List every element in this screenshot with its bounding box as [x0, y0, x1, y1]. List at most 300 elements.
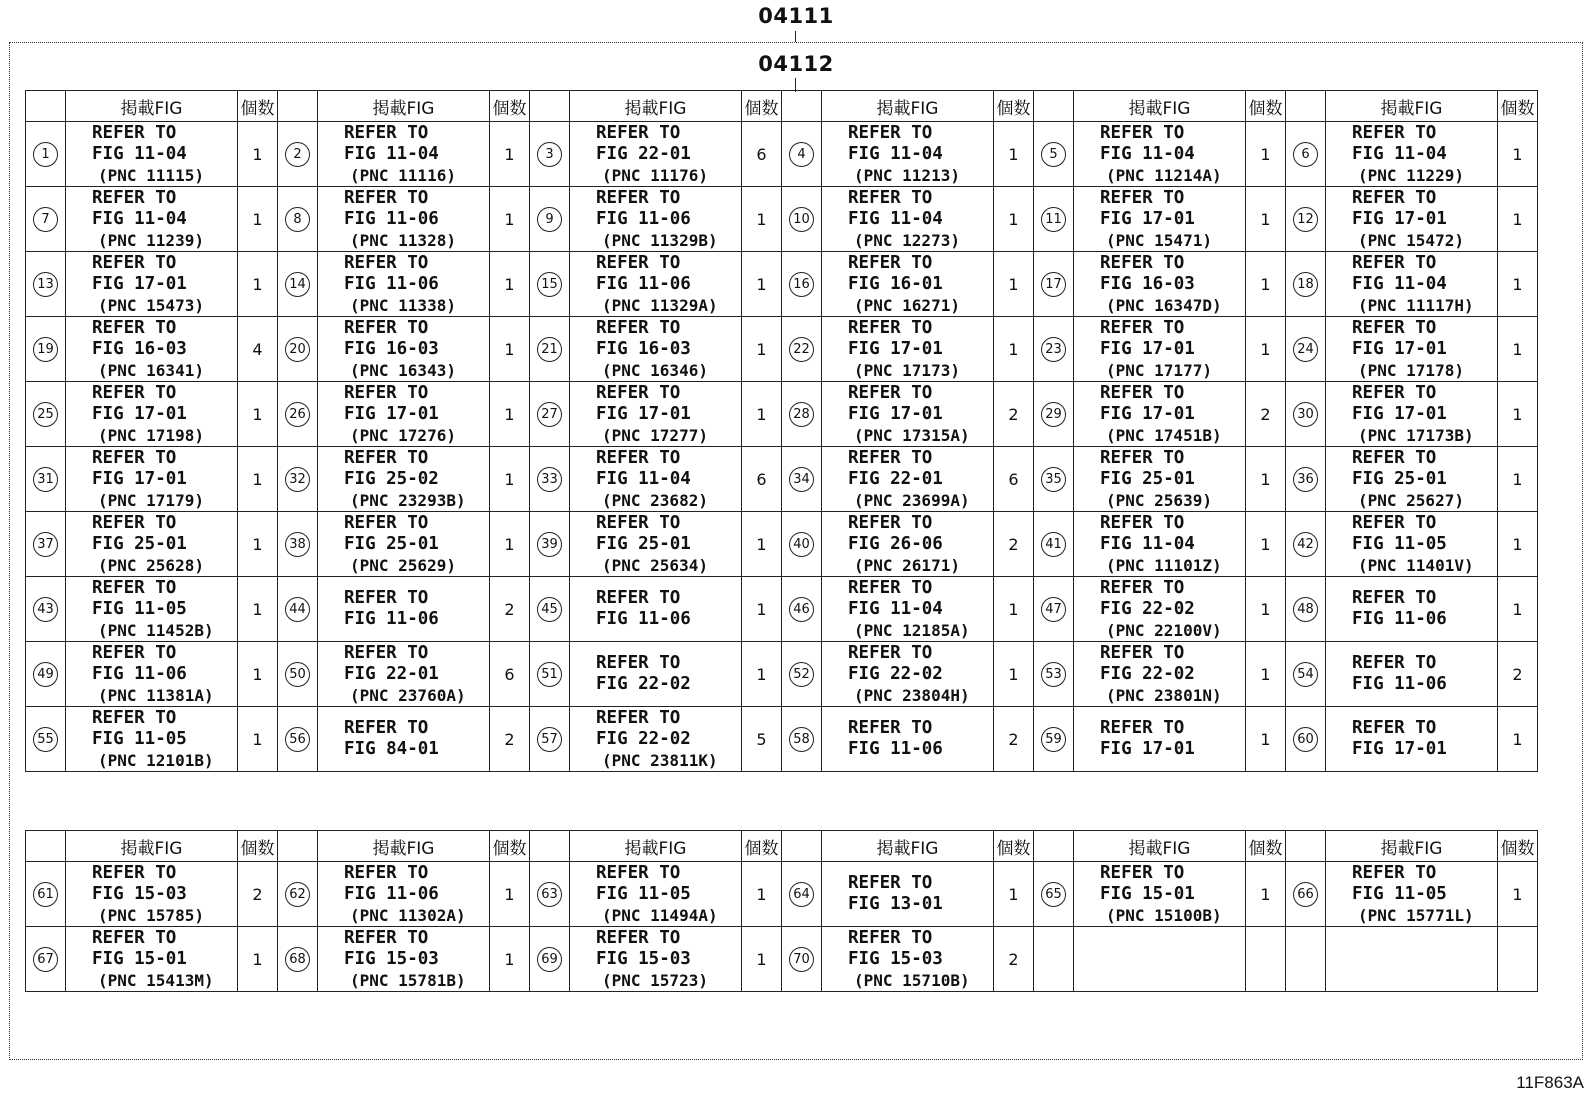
pnc-number: (PNC 25634) — [602, 555, 708, 575]
pnc-number: (PNC 16343) — [350, 360, 456, 380]
index-cell — [1286, 512, 1326, 577]
refer-to-label: REFER TO — [1100, 512, 1185, 533]
circled-number: 1 — [33, 142, 58, 167]
refer-to-label: REFER TO — [344, 187, 429, 208]
circled-number: 66 — [1293, 882, 1318, 907]
fig-number: FIG 22-02 — [848, 663, 943, 684]
pnc-number: (PNC 25639) — [1106, 490, 1212, 510]
circled-number: 38 — [285, 532, 310, 557]
index-cell — [26, 642, 66, 707]
header-qty: 個数 — [238, 831, 278, 862]
circled-number: 63 — [537, 882, 562, 907]
reference-cell — [66, 642, 238, 707]
index-cell — [782, 447, 822, 512]
reference-cell — [822, 122, 994, 187]
circled-number: 37 — [33, 532, 58, 557]
header-index-cell — [1034, 831, 1074, 862]
index-cell — [1034, 642, 1074, 707]
circled-number: 13 — [33, 272, 58, 297]
index-cell — [1286, 447, 1326, 512]
circled-number: 19 — [33, 337, 58, 362]
header-qty: 個数 — [742, 91, 782, 122]
circled-number: 4 — [789, 142, 814, 167]
reference-cell — [1074, 512, 1246, 577]
table-row — [26, 382, 1538, 447]
reference-cell — [570, 317, 742, 382]
refer-to-label: REFER TO — [344, 382, 429, 403]
index-cell — [1286, 642, 1326, 707]
fig-number: FIG 22-01 — [596, 143, 691, 164]
pnc-number: (PNC 11117H) — [1358, 295, 1474, 315]
table-row — [26, 707, 1538, 772]
pnc-number: (PNC 11494A) — [602, 905, 718, 925]
reference-cell — [318, 317, 490, 382]
circled-number: 7 — [33, 207, 58, 232]
quantity-cell: 6 — [742, 447, 782, 512]
reference-cell — [1326, 447, 1498, 512]
fig-number: FIG 11-06 — [848, 739, 943, 759]
index-cell — [1034, 317, 1074, 382]
quantity-cell: 1 — [994, 642, 1034, 707]
header-qty: 個数 — [1246, 831, 1286, 862]
quantity-cell: 1 — [1246, 317, 1286, 382]
reference-cell — [570, 382, 742, 447]
index-cell — [530, 187, 570, 252]
circled-number: 67 — [33, 947, 58, 972]
refer-to-label: REFER TO — [344, 862, 429, 883]
quantity-cell: 1 — [1246, 122, 1286, 187]
refer-to-label: REFER TO — [1352, 718, 1437, 738]
index-cell — [1286, 707, 1326, 772]
reference-cell — [822, 642, 994, 707]
fig-number: FIG 22-02 — [596, 728, 691, 749]
fig-number: FIG 11-06 — [596, 273, 691, 294]
index-cell — [26, 122, 66, 187]
fig-number: FIG 13-01 — [848, 894, 943, 914]
circled-number: 24 — [1293, 337, 1318, 362]
fig-number: FIG 11-05 — [1352, 883, 1447, 904]
refer-to-label: REFER TO — [1100, 577, 1185, 598]
circled-number: 42 — [1293, 532, 1318, 557]
reference-cell — [318, 252, 490, 317]
pnc-number: (PNC 16341) — [98, 360, 204, 380]
quantity-cell — [1246, 927, 1286, 992]
fig-number: FIG 11-04 — [1352, 273, 1447, 294]
index-cell — [782, 252, 822, 317]
index-cell — [26, 252, 66, 317]
reference-cell — [1326, 642, 1498, 707]
index-cell — [1034, 577, 1074, 642]
refer-to-label: REFER TO — [1352, 447, 1437, 468]
pnc-number: (PNC 15771L) — [1358, 905, 1474, 925]
fig-number: FIG 17-01 — [1100, 403, 1195, 424]
quantity-cell — [1498, 927, 1538, 992]
header-index-cell — [782, 831, 822, 862]
refer-to-label: REFER TO — [848, 927, 933, 948]
pnc-number: (PNC 17277) — [602, 425, 708, 445]
fig-number: FIG 16-03 — [92, 338, 187, 359]
quantity-cell: 1 — [238, 642, 278, 707]
circled-number: 25 — [33, 402, 58, 427]
circled-number: 43 — [33, 597, 58, 622]
index-cell — [530, 707, 570, 772]
pnc-number: (PNC 11213) — [854, 165, 960, 185]
reference-cell — [1326, 512, 1498, 577]
quantity-cell: 1 — [1498, 317, 1538, 382]
index-cell — [782, 187, 822, 252]
reference-cell — [822, 707, 994, 772]
index-cell — [26, 512, 66, 577]
reference-cell — [318, 577, 490, 642]
index-cell — [530, 577, 570, 642]
circled-number: 32 — [285, 467, 310, 492]
reference-cell — [318, 512, 490, 577]
reference-cell — [1326, 577, 1498, 642]
refer-to-label: REFER TO — [1100, 252, 1185, 273]
header-qty: 個数 — [490, 831, 530, 862]
refer-to-label: REFER TO — [92, 187, 177, 208]
pnc-number: (PNC 11381A) — [98, 685, 214, 705]
reference-cell — [570, 187, 742, 252]
reference-cell — [1074, 577, 1246, 642]
table-row — [26, 577, 1538, 642]
header-index-cell — [278, 91, 318, 122]
index-cell — [530, 382, 570, 447]
circled-number: 49 — [33, 662, 58, 687]
refer-to-label: REFER TO — [848, 577, 933, 598]
circled-number: 10 — [789, 207, 814, 232]
reference-cell — [570, 252, 742, 317]
fig-number: FIG 84-01 — [344, 739, 439, 759]
quantity-cell: 1 — [742, 382, 782, 447]
refer-to-label: REFER TO — [1352, 653, 1437, 673]
pnc-number: (PNC 17198) — [98, 425, 204, 445]
header-fig: 掲載FIG — [822, 91, 994, 122]
refer-to-label: REFER TO — [596, 122, 681, 143]
pnc-number: (PNC 15710B) — [854, 970, 970, 990]
index-cell — [782, 512, 822, 577]
reference-cell — [1326, 927, 1498, 992]
refer-to-label: REFER TO — [344, 252, 429, 273]
fig-number: FIG 17-01 — [92, 273, 187, 294]
index-cell — [1034, 512, 1074, 577]
refer-to-label: REFER TO — [848, 252, 933, 273]
index-cell — [530, 317, 570, 382]
circled-number: 26 — [285, 402, 310, 427]
fig-number: FIG 25-01 — [92, 533, 187, 554]
index-cell — [1034, 252, 1074, 317]
reference-cell — [1074, 187, 1246, 252]
header-qty: 個数 — [1498, 831, 1538, 862]
circled-number: 54 — [1293, 662, 1318, 687]
pnc-number: (PNC 11401V) — [1358, 555, 1474, 575]
refer-to-label: REFER TO — [92, 862, 177, 883]
quantity-cell: 1 — [994, 252, 1034, 317]
reference-cell — [822, 862, 994, 927]
pnc-number: (PNC 17179) — [98, 490, 204, 510]
pnc-number: (PNC 23804H) — [854, 685, 970, 705]
quantity-cell: 1 — [238, 252, 278, 317]
fig-number: FIG 16-03 — [1100, 273, 1195, 294]
fig-number: FIG 16-03 — [344, 338, 439, 359]
circled-number: 57 — [537, 727, 562, 752]
pnc-number: (PNC 17451B) — [1106, 425, 1222, 445]
refer-to-label: REFER TO — [1352, 862, 1437, 883]
refer-to-label: REFER TO — [92, 382, 177, 403]
fig-number: FIG 11-04 — [1100, 143, 1195, 164]
index-cell — [278, 317, 318, 382]
reference-cell — [66, 317, 238, 382]
index-cell — [1034, 927, 1074, 992]
quantity-cell: 1 — [490, 187, 530, 252]
reference-cell — [66, 927, 238, 992]
circled-number: 33 — [537, 467, 562, 492]
quantity-cell: 1 — [1246, 642, 1286, 707]
reference-cell — [570, 862, 742, 927]
index-cell — [278, 122, 318, 187]
pnc-number: (PNC 17177) — [1106, 360, 1212, 380]
fig-number: FIG 11-04 — [92, 208, 187, 229]
fig-number: FIG 11-06 — [344, 609, 439, 629]
circled-number: 59 — [1041, 727, 1066, 752]
quantity-cell: 1 — [490, 927, 530, 992]
index-cell — [1034, 447, 1074, 512]
index-cell — [26, 382, 66, 447]
fig-number: FIG 17-01 — [92, 468, 187, 489]
quantity-cell: 1 — [1246, 862, 1286, 927]
reference-cell — [822, 317, 994, 382]
fig-number: FIG 17-01 — [848, 403, 943, 424]
fig-number: FIG 22-02 — [1100, 663, 1195, 684]
quantity-cell: 1 — [490, 512, 530, 577]
refer-to-label: REFER TO — [596, 862, 681, 883]
circled-number: 5 — [1041, 142, 1066, 167]
refer-to-label: REFER TO — [1352, 512, 1437, 533]
index-cell — [782, 382, 822, 447]
circled-number: 11 — [1041, 207, 1066, 232]
quantity-cell: 1 — [742, 252, 782, 317]
pnc-number: (PNC 16346) — [602, 360, 708, 380]
index-cell — [1034, 862, 1074, 927]
pnc-number: (PNC 15100B) — [1106, 905, 1222, 925]
refer-to-label: REFER TO — [596, 707, 681, 728]
header-qty: 個数 — [1498, 91, 1538, 122]
index-cell — [1286, 382, 1326, 447]
fig-number: FIG 15-03 — [92, 883, 187, 904]
pnc-number: (PNC 11115) — [98, 165, 204, 185]
header-qty: 個数 — [238, 91, 278, 122]
index-cell — [782, 927, 822, 992]
fig-number: FIG 11-05 — [1352, 533, 1447, 554]
reference-cell — [1074, 382, 1246, 447]
quantity-cell: 1 — [238, 707, 278, 772]
refer-to-label: REFER TO — [344, 718, 429, 738]
index-cell — [782, 642, 822, 707]
index-cell — [26, 317, 66, 382]
fig-number: FIG 17-01 — [596, 403, 691, 424]
fig-number: FIG 16-03 — [596, 338, 691, 359]
header-index-cell — [530, 831, 570, 862]
header-qty: 個数 — [742, 831, 782, 862]
table-row — [26, 927, 1538, 992]
header-index-cell — [1286, 831, 1326, 862]
leader-line-top — [795, 31, 796, 42]
circled-number: 70 — [789, 947, 814, 972]
pnc-number: (PNC 23682) — [602, 490, 708, 510]
quantity-cell: 1 — [1498, 707, 1538, 772]
circled-number: 30 — [1293, 402, 1318, 427]
circled-number: 6 — [1293, 142, 1318, 167]
quantity-cell: 1 — [1246, 187, 1286, 252]
fig-number: FIG 17-01 — [1100, 338, 1195, 359]
refer-to-label: REFER TO — [1352, 317, 1437, 338]
circled-number: 36 — [1293, 467, 1318, 492]
reference-cell — [570, 447, 742, 512]
quantity-cell: 1 — [742, 927, 782, 992]
index-cell — [1034, 187, 1074, 252]
quantity-cell: 1 — [238, 122, 278, 187]
fig-number: FIG 25-01 — [1100, 468, 1195, 489]
quantity-cell: 2 — [1246, 382, 1286, 447]
reference-cell — [1326, 252, 1498, 317]
reference-cell — [66, 512, 238, 577]
index-cell — [530, 512, 570, 577]
refer-to-label: REFER TO — [848, 187, 933, 208]
quantity-cell: 1 — [994, 317, 1034, 382]
circled-number: 53 — [1041, 662, 1066, 687]
index-cell — [530, 447, 570, 512]
reference-cell — [822, 512, 994, 577]
refer-to-label: REFER TO — [596, 382, 681, 403]
reference-cell — [1074, 122, 1246, 187]
quantity-cell: 1 — [238, 187, 278, 252]
circled-number: 65 — [1041, 882, 1066, 907]
quantity-cell: 1 — [1498, 577, 1538, 642]
fig-number: FIG 16-01 — [848, 273, 943, 294]
pnc-number: (PNC 17315A) — [854, 425, 970, 445]
refer-to-label: REFER TO — [1100, 642, 1185, 663]
refer-to-label: REFER TO — [848, 122, 933, 143]
header-fig: 掲載FIG — [570, 91, 742, 122]
quantity-cell: 1 — [490, 447, 530, 512]
quantity-cell: 1 — [1498, 252, 1538, 317]
pnc-number: (PNC 12273) — [854, 230, 960, 250]
pnc-number: (PNC 17178) — [1358, 360, 1464, 380]
header-fig: 掲載FIG — [570, 831, 742, 862]
fig-number: FIG 11-05 — [92, 728, 187, 749]
circled-number: 23 — [1041, 337, 1066, 362]
circled-number: 2 — [285, 142, 310, 167]
reference-cell — [570, 707, 742, 772]
pnc-number: (PNC 17276) — [350, 425, 456, 445]
reference-cell — [822, 187, 994, 252]
fig-number: FIG 11-05 — [92, 598, 187, 619]
circled-number: 60 — [1293, 727, 1318, 752]
fig-number: FIG 11-06 — [596, 609, 691, 629]
fig-number: FIG 15-03 — [344, 948, 439, 969]
circled-number: 34 — [789, 467, 814, 492]
pnc-number: (PNC 17173B) — [1358, 425, 1474, 445]
quantity-cell: 1 — [490, 382, 530, 447]
index-cell — [278, 862, 318, 927]
header-fig: 掲載FIG — [1074, 91, 1246, 122]
quantity-cell: 1 — [994, 862, 1034, 927]
refer-to-label: REFER TO — [1100, 447, 1185, 468]
index-cell — [530, 122, 570, 187]
refer-to-label: REFER TO — [596, 187, 681, 208]
refer-to-label: REFER TO — [92, 317, 177, 338]
refer-to-label: REFER TO — [92, 927, 177, 948]
header-fig: 掲載FIG — [318, 91, 490, 122]
header-qty: 個数 — [994, 831, 1034, 862]
refer-to-label: REFER TO — [848, 382, 933, 403]
quantity-cell: 1 — [742, 577, 782, 642]
fig-number: FIG 11-06 — [344, 208, 439, 229]
pnc-number: (PNC 25627) — [1358, 490, 1464, 510]
header-index-cell — [1034, 91, 1074, 122]
index-cell — [278, 927, 318, 992]
refer-to-label: REFER TO — [848, 447, 933, 468]
header-index-cell — [530, 91, 570, 122]
refer-to-label: REFER TO — [1352, 382, 1437, 403]
refer-to-label: REFER TO — [848, 642, 933, 663]
refer-to-label: REFER TO — [344, 927, 429, 948]
quantity-cell: 6 — [490, 642, 530, 707]
pnc-number: (PNC 15723) — [602, 970, 708, 990]
reference-cell — [318, 642, 490, 707]
circled-number: 14 — [285, 272, 310, 297]
fig-number: FIG 17-01 — [92, 403, 187, 424]
reference-cell — [1326, 862, 1498, 927]
fig-number: FIG 25-02 — [344, 468, 439, 489]
quantity-cell: 2 — [994, 927, 1034, 992]
reference-cell — [822, 927, 994, 992]
refer-to-label: REFER TO — [848, 718, 933, 738]
refer-to-label: REFER TO — [344, 642, 429, 663]
quantity-cell: 6 — [994, 447, 1034, 512]
quantity-cell: 1 — [742, 512, 782, 577]
reference-cell — [570, 577, 742, 642]
circled-number: 40 — [789, 532, 814, 557]
quantity-cell: 1 — [1498, 512, 1538, 577]
refer-to-label: REFER TO — [92, 447, 177, 468]
quantity-cell: 1 — [1498, 382, 1538, 447]
circled-number: 27 — [537, 402, 562, 427]
index-cell — [782, 122, 822, 187]
reference-cell — [318, 707, 490, 772]
fig-number: FIG 15-03 — [596, 948, 691, 969]
table-row — [26, 862, 1538, 927]
reference-cell — [318, 187, 490, 252]
fig-number: FIG 22-01 — [344, 663, 439, 684]
table-row — [26, 187, 1538, 252]
reference-cell — [1074, 642, 1246, 707]
figure-code: 11F863A — [1516, 1073, 1584, 1092]
reference-cell — [1074, 252, 1246, 317]
index-cell — [530, 927, 570, 992]
index-cell — [26, 862, 66, 927]
circled-number: 22 — [789, 337, 814, 362]
reference-cell — [318, 927, 490, 992]
index-cell — [1034, 122, 1074, 187]
reference-cell — [318, 122, 490, 187]
fig-number: FIG 22-02 — [1100, 598, 1195, 619]
refer-to-label: REFER TO — [92, 707, 177, 728]
header-fig: 掲載FIG — [1326, 831, 1498, 862]
circled-number: 50 — [285, 662, 310, 687]
quantity-cell: 1 — [1246, 577, 1286, 642]
header-fig: 掲載FIG — [318, 831, 490, 862]
